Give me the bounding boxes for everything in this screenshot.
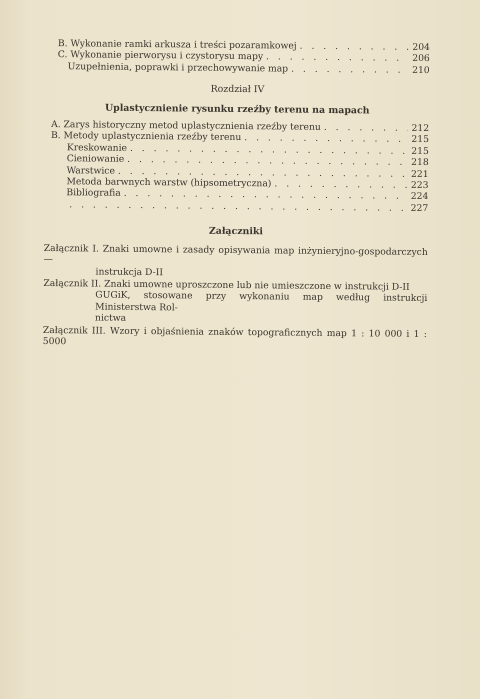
leader-dots (324, 122, 408, 134)
toc-entry-page: 223 (410, 179, 429, 192)
toc-entry-page: 210 (412, 64, 430, 76)
annex-line: Załącznik III. Wzory i objaśnienia znaków topograficznych map 1 : 10 000 i 1 : 5000 (42, 324, 427, 348)
annex-line: GUGiK, stosowane przy wykonaniu map według instrukcji Ministerstwa Rol- (95, 289, 428, 314)
table-of-contents (43, 38, 430, 351)
annex-line: Załącznik II. Znaki umowne uproszczone lub nie umieszczone w instrukcji D-II (43, 277, 410, 293)
leader-dots (69, 199, 407, 214)
annex-entry (43, 325, 427, 352)
annex-entry (43, 243, 427, 281)
toc-entry-page: 227 (410, 202, 429, 214)
toc-entry-title: Uzupełnienia, poprawki i przechowywanie map (67, 61, 289, 75)
toc-entry-page: 218 (411, 157, 429, 169)
toc-entry-page: 212 (411, 122, 430, 135)
leader-dots (291, 63, 409, 76)
chapter-label: Rozdział IV (210, 83, 265, 96)
toc-entry-title: Kreskowanie (66, 142, 128, 154)
toc-entry-title: C. Wykonanie pierworysu i czystorysu mapy (57, 49, 264, 63)
toc-entry-page: 204 (412, 41, 430, 54)
annex-line: Załącznik I. Znaki umowne i zasady opisywania map inżynieryjno-gospodarczych — (43, 242, 428, 266)
toc-entry-title: Cieniowanie (66, 153, 125, 166)
toc-entry-page: 206 (412, 53, 430, 65)
toc-entry-page: 224 (410, 191, 429, 203)
toc-entry-page: 215 (411, 134, 430, 146)
annex-line: nictwa (95, 312, 127, 324)
toc-entry-title: Metoda barwnych warstw (hipsometryczna) (66, 176, 272, 190)
toc-entry-title: A. Zarys historyczny metod uplastycznienia rzeźby terenu (51, 119, 321, 133)
toc-entry-title: B. Wykonanie ramki arkusza i treści pozaramkowej (57, 38, 297, 52)
toc-entry-page: 215 (411, 145, 429, 157)
chapter-title: Uplastycznienie rysunku rzeźby terenu na mapach (104, 102, 370, 117)
annexes-heading: Załączniki (208, 225, 264, 238)
annex-entry (43, 278, 427, 328)
toc-entry-page: 221 (410, 168, 429, 180)
toc-entry-title: Bibliografia (66, 187, 121, 200)
annex-line: instrukcja D-II (95, 266, 164, 278)
toc-entry-title: Warstwice (66, 164, 115, 177)
toc-entry-title: B. Metody uplastycznienia rzeźby terenu (50, 130, 242, 144)
